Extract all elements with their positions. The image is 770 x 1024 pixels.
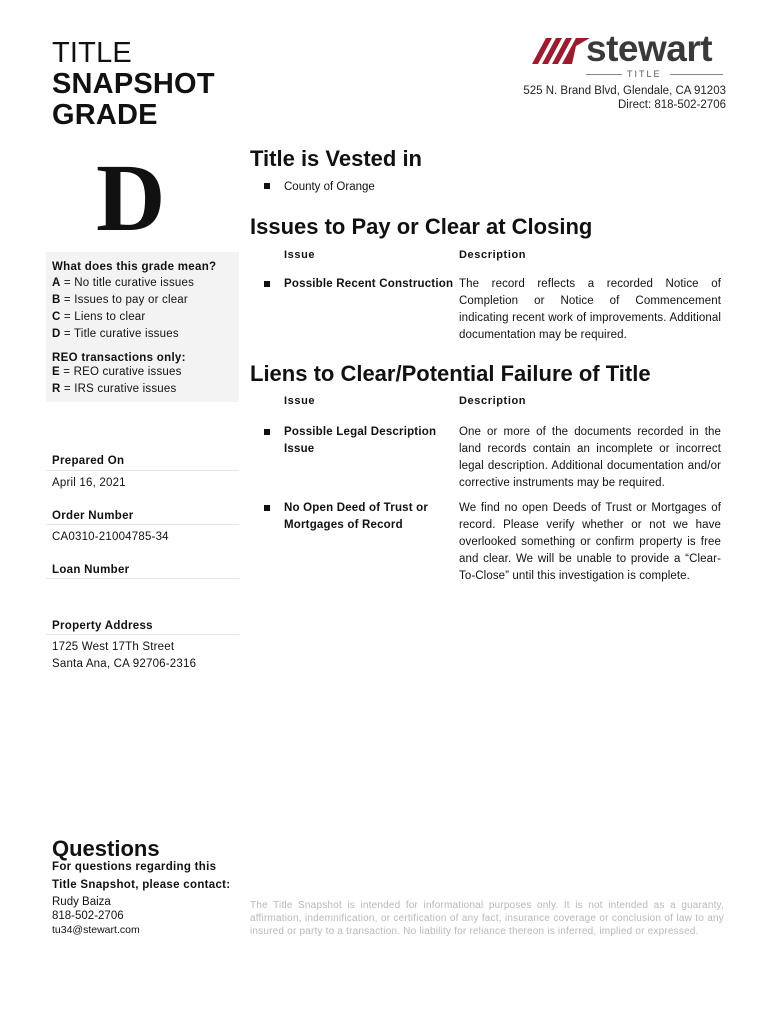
title-line-1: TITLE	[52, 37, 132, 69]
direct-phone: Direct: 818-502-2706	[617, 99, 726, 111]
lien-issue-description: One or more of the documents recorded in the land records contain an incomplete or incorrect legal description. Additional documentation and/or corrective instruments may be required.	[459, 426, 721, 489]
lien-issue-name: Possible Legal Description Issue	[284, 426, 437, 455]
liens-col-issue: Issue	[284, 395, 316, 407]
grade-legend-item: D = Title curative issues	[52, 328, 179, 340]
questions-title: Questions	[52, 836, 160, 861]
logo-rule-right	[670, 74, 723, 75]
stewart-logo	[530, 28, 730, 82]
logo-sub: TITLE	[627, 69, 662, 79]
company-address	[440, 84, 726, 112]
logo-mark-icon	[532, 36, 592, 66]
prepared-on-value: April 16, 2021	[52, 477, 126, 489]
divider	[46, 634, 239, 635]
grade-legend-item: B = Issues to pay or clear	[52, 294, 188, 306]
vested-title: Title is Vested in	[250, 146, 422, 171]
order-number-value: CA0310-21004785-34	[52, 531, 169, 543]
reo-item: R = IRS curative issues	[52, 383, 177, 395]
bullet-icon	[264, 505, 270, 511]
lien-issue-name: No Open Deed of Trust or Mortgages of Record	[284, 502, 429, 531]
vested-owner: County of Orange	[284, 181, 375, 193]
issues-col-issue: Issue	[284, 249, 316, 261]
issue-description: The record reflects a recorded Notice of Completion or Notice of Commencement indicating recent work of improvements. Additional documentation may be required.	[459, 278, 721, 341]
loan-number-label: Loan Number	[52, 564, 130, 576]
report-title	[52, 38, 215, 131]
prepared-on-label: Prepared On	[52, 455, 125, 467]
contact-name: Rudy Baiza	[52, 896, 111, 908]
property-address-line-1: 1725 West 17Th Street	[52, 641, 175, 653]
property-address-label: Property Address	[52, 620, 153, 632]
logo-rule-left	[586, 74, 622, 75]
order-number-label: Order Number	[52, 510, 134, 522]
contact-phone: 818-502-2706	[52, 910, 124, 922]
title-line-2: SNAPSHOT	[52, 68, 215, 100]
bullet-icon	[264, 281, 270, 287]
reo-heading: REO transactions only:	[52, 352, 186, 364]
disclaimer: The Title Snapshot is intended for informational purposes only. It is not intended as a guaranty, affirmation, indemnification, or certification of any fact, insurance coverage or conclusion of law to any insured or party to a transaction. No liability for reliance thereon is inferred, implied or expressed.	[250, 900, 724, 937]
address-line: 525 N. Brand Blvd, Glendale, CA 91203	[523, 85, 726, 97]
bullet-icon	[264, 183, 270, 189]
contact-email[interactable]: tu34@stewart.com	[52, 924, 140, 936]
title-line-3: GRADE	[52, 99, 158, 131]
divider	[46, 470, 239, 471]
divider	[46, 578, 239, 579]
grade-legend-item: C = Liens to clear	[52, 311, 146, 323]
lien-issue-description: We find no open Deeds of Trust or Mortgages of record. Please verify whether or not we have overlooked something or confirm property is free and clear. We will be unable to provide a “Clear-To-Close” until this investigation is complete.	[459, 502, 721, 582]
grade-legend-heading: What does this grade mean?	[52, 261, 217, 273]
property-address-line-2: Santa Ana, CA 92706-2316	[52, 658, 197, 670]
liens-col-description: Description	[459, 395, 527, 407]
bullet-icon	[264, 429, 270, 435]
divider	[46, 524, 239, 525]
issues-title: Issues to Pay or Clear at Closing	[250, 214, 593, 239]
logo-word: stewart	[586, 28, 713, 69]
reo-item: E = REO curative issues	[52, 366, 182, 378]
grade-letter: D	[96, 144, 166, 251]
issue-name: Possible Recent Construction	[284, 278, 454, 290]
grade-legend-item: A = No title curative issues	[52, 277, 195, 289]
grade-legend-panel	[46, 252, 239, 402]
questions-line-1: For questions regarding this	[52, 861, 217, 873]
questions-line-2: Title Snapshot, please contact:	[52, 879, 231, 891]
liens-title: Liens to Clear/Potential Failure of Title	[250, 361, 651, 386]
issues-col-description: Description	[459, 249, 527, 261]
